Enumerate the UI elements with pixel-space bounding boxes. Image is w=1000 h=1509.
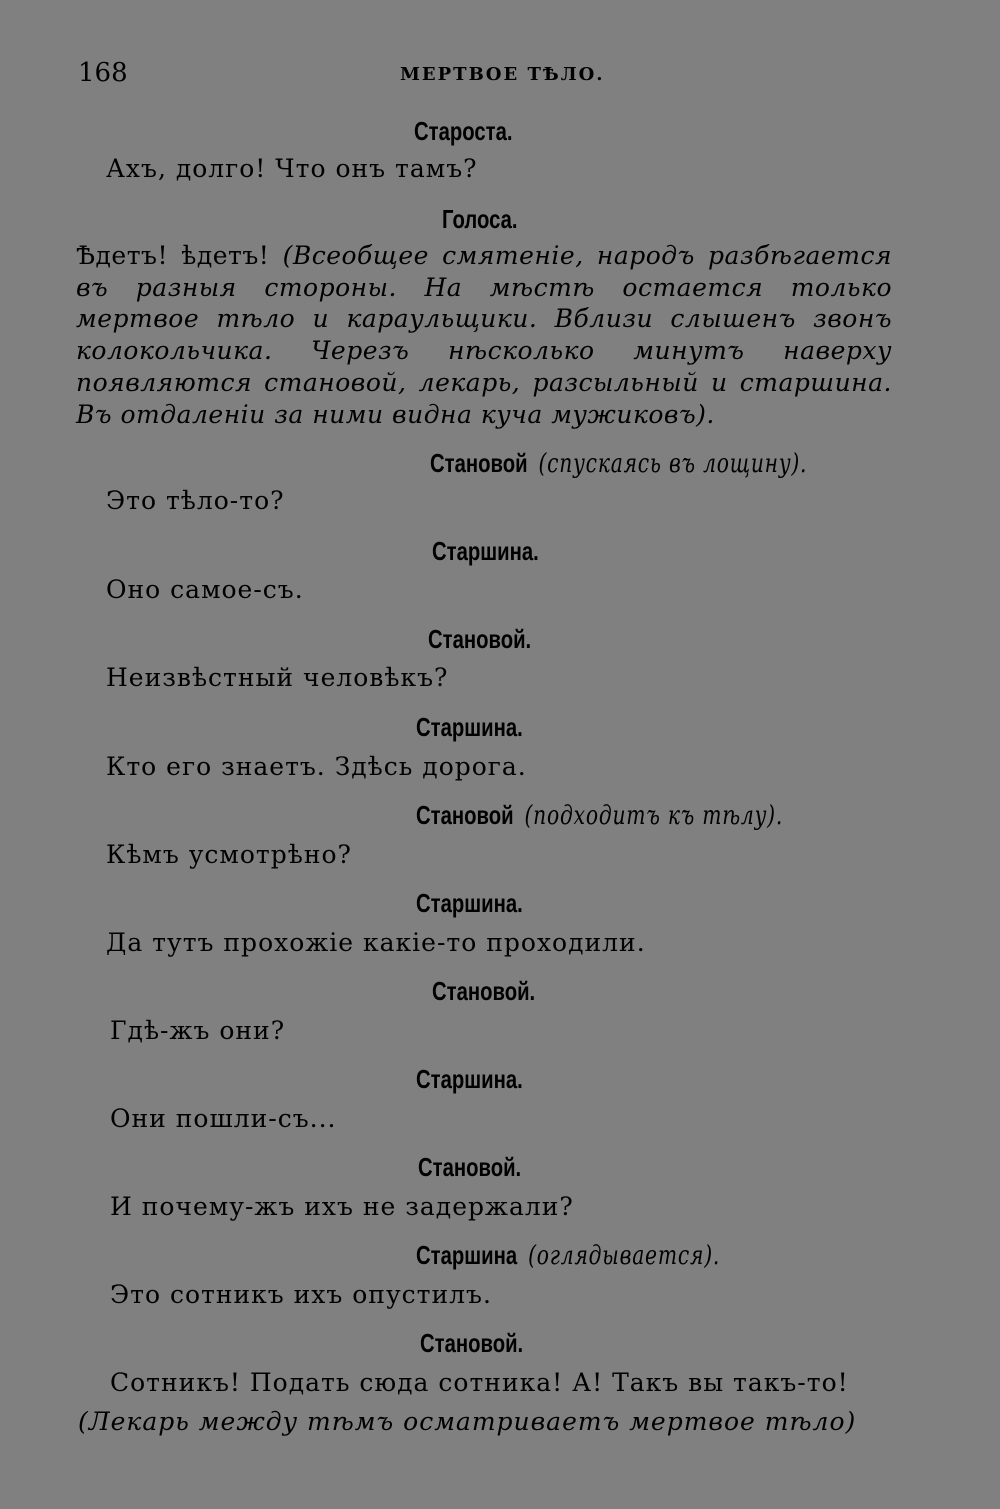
speaker-name: Становой. bbox=[418, 1152, 522, 1182]
speaker-name: Становой bbox=[430, 448, 528, 478]
stage-direction: (Лекарь между тѣмъ осматриваетъ мертвое тѣло) bbox=[78, 1407, 857, 1436]
speaker-heading bbox=[432, 536, 539, 567]
dialogue-line: Ѣдетъ! ѣдетъ! bbox=[76, 241, 270, 270]
dialogue-line: Это сотникъ ихъ опустилъ. bbox=[110, 1280, 492, 1309]
page-header bbox=[78, 58, 900, 92]
dialogue-line: Гдѣ-жъ они? bbox=[110, 1016, 286, 1045]
dialogue-line: Кто его знаетъ. Здѣсь дорога. bbox=[106, 752, 527, 781]
speaker-name: Старшина bbox=[416, 1240, 518, 1270]
dialogue-line: Кѣмъ усмотрѣно? bbox=[106, 840, 352, 869]
speaker-name: Становой. bbox=[432, 976, 536, 1006]
dialogue-line: Это тѣло-то? bbox=[106, 486, 285, 515]
speaker-name: Старшина. bbox=[416, 712, 523, 742]
stage-direction: (оглядывается). bbox=[528, 1241, 721, 1271]
speaker-heading bbox=[418, 1152, 521, 1183]
speaker-heading bbox=[416, 888, 523, 919]
speaker-name: Старшина. bbox=[416, 888, 523, 918]
speaker-heading bbox=[432, 976, 535, 1007]
dialogue-line: Ахъ, долго! Что онъ тамъ? bbox=[106, 154, 478, 183]
stage-direction: (подходитъ къ тѣлу). bbox=[524, 801, 784, 831]
speaker-name: Староста. bbox=[414, 116, 513, 146]
speaker-name: Старшина. bbox=[416, 1064, 523, 1094]
stage-direction: (спускаясь въ лощину). bbox=[538, 449, 808, 479]
dialogue-line: Да тутъ прохожіе какіе-то проходили. bbox=[106, 928, 646, 957]
dialogue-line: Неизвѣстный человѣкъ? bbox=[106, 663, 449, 692]
speaker-name: Становой. bbox=[420, 1328, 524, 1358]
page-number: 168 bbox=[78, 58, 128, 88]
speaker-name: Становой. bbox=[428, 624, 532, 654]
speaker-heading bbox=[416, 712, 523, 743]
speaker-heading bbox=[430, 448, 807, 479]
stage-direction: (Всеобщее смятеніе, народъ разбѣгается въ разныя стороны. На мѣстѣ остается только мертвое тѣло и караульщики. Вблизи слышенъ звонъ колокольчика. Черезъ нѣсколько минутъ наверху появляются становой, лекарь, разсыльный и старшина. Въ отдаленіи за ними видна куча мужиковъ). bbox=[76, 241, 893, 429]
speaker-heading bbox=[420, 1328, 523, 1359]
stage-direction-paragraph bbox=[76, 240, 892, 430]
dialogue-line: И почему-жъ ихъ не задержали? bbox=[110, 1192, 574, 1221]
speaker-heading bbox=[416, 1064, 523, 1095]
speaker-heading bbox=[428, 624, 531, 655]
dialogue-line: Они пошли-съ... bbox=[110, 1104, 337, 1133]
speaker-name: Голоса. bbox=[442, 204, 518, 234]
speaker-heading bbox=[416, 800, 783, 831]
speaker-heading bbox=[414, 116, 512, 147]
running-head: МЕРТВОЕ ТѢЛО. bbox=[400, 64, 605, 85]
dialogue-line: Сотникъ! Подать сюда сотника! А! Такъ вы такъ-то! bbox=[110, 1368, 849, 1397]
speaker-name: Становой bbox=[416, 800, 514, 830]
speaker-heading bbox=[416, 1240, 720, 1271]
dialogue-line: Оно самое-съ. bbox=[106, 575, 304, 604]
speaker-name: Старшина. bbox=[432, 536, 539, 566]
speaker-heading bbox=[442, 204, 518, 235]
